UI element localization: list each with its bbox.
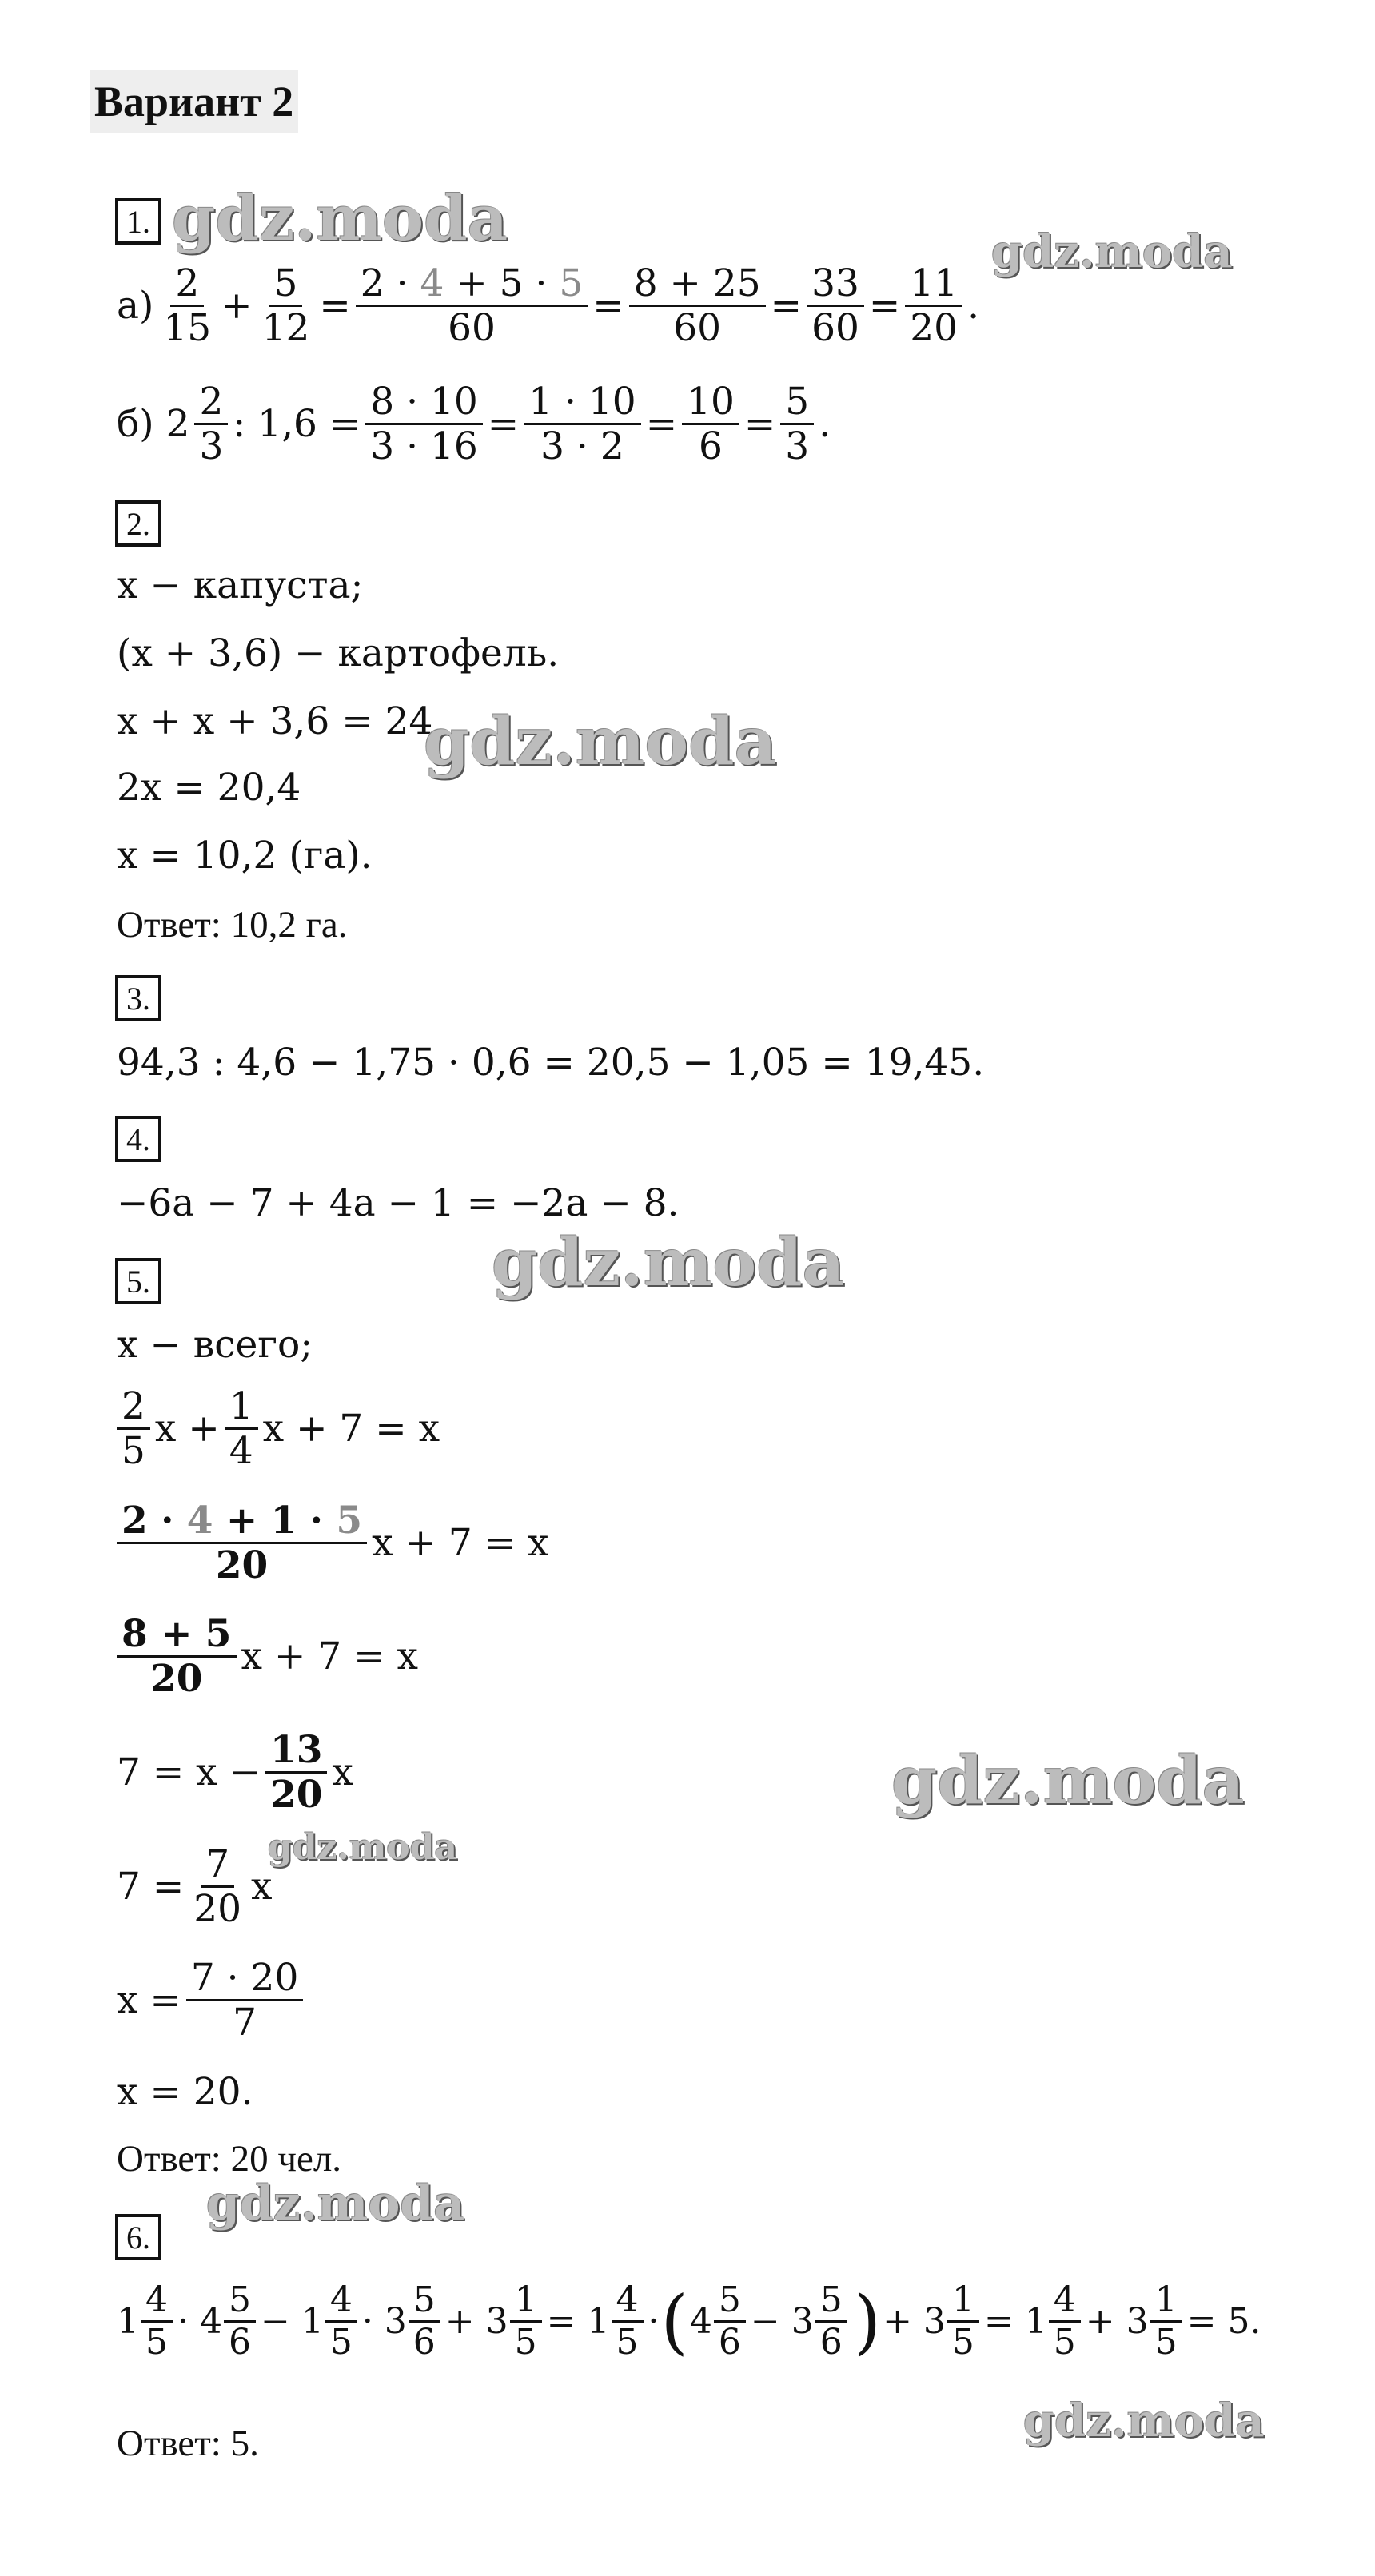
fraction: $\frac{11}{20}$ [905, 264, 962, 348]
task-5-line: $\frac{8 + 5}{20}$ x + 7 = x [117, 1614, 418, 1699]
fraction: $\frac{33}{60}$ [807, 264, 864, 348]
fraction: $\frac{13}{20}$ [265, 1730, 327, 1815]
task-1-b: б) 2 $\frac{2}{3}$ : 1,6 = $\frac{8 \cdot 10}{3 \cdot 16}$ = $\frac{1 \cdot 10}{3 \cdot 2}$ = $\frac{10}{6}$ = $\frac{5}{3}$ . [117, 380, 831, 469]
fraction: $\frac{5}{6}$ [714, 2282, 746, 2361]
task-6-number: 6. [115, 2214, 161, 2260]
task-3-line: 94,3 : 4,6 − 1,75 · 0,6 = 20,5 − 1,05 = 19,45. [117, 1041, 985, 1085]
task-2-line: x − капуста; [117, 563, 364, 607]
watermark: gdz.moda [1023, 2395, 1265, 2447]
label-a: а) [117, 284, 154, 328]
fraction: $\frac{4}{5}$ [612, 2282, 644, 2361]
task-2-line: x = 10,2 (га). [117, 834, 373, 878]
watermark: gdz.moda [172, 182, 508, 255]
task-3-number: 3. [115, 975, 161, 1021]
fraction: $\frac{2}{5}$ [117, 1387, 150, 1471]
fraction: $\frac{2 \cdot 4 + 5 \cdot 5}{60}$ [356, 264, 588, 348]
task-2-line: x + x + 3,6 = 24 [117, 699, 433, 743]
fraction: $\frac{1 \cdot 10}{3 \cdot 2}$ [524, 382, 641, 467]
watermark: gdz.moda [991, 225, 1233, 278]
task-5-line: 7 = $\frac{7}{20}$ x [117, 1842, 273, 1932]
task-2-number: 2. [115, 500, 161, 547]
watermark: gdz.moda [492, 1224, 845, 1301]
task-1-number: 1. [115, 198, 161, 245]
fraction: $\frac{4}{5}$ [1049, 2282, 1081, 2361]
fraction: $\frac{1}{5}$ [1150, 2282, 1182, 2361]
task-4-number: 4. [115, 1116, 161, 1162]
task-6-answer: Ответ: 5. [117, 2423, 259, 2464]
task-5-line: x = $\frac{7 \cdot 20}{7}$ [117, 1958, 308, 2043]
task-5-line: $\frac{2}{5}$ x + $\frac{1}{4}$ x + 7 = x [117, 1387, 440, 1471]
fraction: $\frac{8 + 25}{60}$ [629, 264, 766, 348]
task-2-line: (x + 3,6) − картофель. [117, 631, 560, 675]
fraction: $\frac{4}{5}$ [141, 2282, 173, 2361]
task-2-answer: Ответ: 10,2 га. [117, 904, 348, 946]
fraction: $\frac{1}{5}$ [510, 2282, 542, 2361]
task-1-a: а) $\frac{2}{15}$ + $\frac{5}{12}$ = $\frac{2 \cdot 4 + 5 \cdot 5}{60}$ = $\frac{8 + 25}{60}$ = $\frac{33}{60}$ = $\frac{11}{20}$ . [117, 261, 980, 351]
fraction: $\frac{2}{3}$ [194, 382, 228, 467]
fraction: $\frac{8 \cdot 10}{3 \cdot 16}$ [365, 382, 483, 467]
fraction: $\frac{5}{6}$ [224, 2282, 256, 2361]
watermark: gdz.moda [268, 1827, 458, 1868]
task-5-line: x − всего; [117, 1323, 313, 1367]
fraction: $\frac{5}{3}$ [780, 382, 814, 467]
task-2-line: 2x = 20,4 [117, 766, 301, 810]
fraction: $\frac{4}{5}$ [325, 2282, 357, 2361]
fraction: $\frac{10}{6}$ [682, 382, 739, 467]
fraction: $\frac{2 \cdot 4 + 1 \cdot 5}{20}$ [117, 1501, 367, 1586]
watermark: gdz.moda [891, 1742, 1245, 1819]
watermark: gdz.moda [206, 2176, 465, 2232]
task-5-answer: Ответ: 20 чел. [117, 2138, 342, 2180]
task-5-number: 5. [115, 1258, 161, 1304]
task-5-line: 7 = x − $\frac{13}{20}$ x [117, 1728, 353, 1818]
fraction: $\frac{2}{15}$ [163, 261, 212, 351]
fraction: $\frac{7}{20}$ [193, 1842, 242, 1932]
fraction: $\frac{1}{5}$ [947, 2282, 979, 2361]
fraction: $\frac{5}{12}$ [261, 261, 310, 351]
task-5-line: x = 20. [117, 2070, 253, 2114]
fraction: $\frac{5}{6}$ [409, 2282, 440, 2361]
task-4-line: −6a − 7 + 4a − 1 = −2a − 8. [117, 1181, 680, 1225]
fraction: $\frac{8 + 5}{20}$ [117, 1614, 237, 1699]
task-6-line: 1 $\frac{4}{5}$ · 4 $\frac{5}{6}$ − 1 $\frac{4}{5}$ · 3 $\frac{5}{6}$ + 3 $\frac{1}{5}$ = 1 $\frac{4}{5}$ · ( 4 $\frac{5}{6}$ − 3 $\frac{5}{6}$ ) + 3 $\frac{1}{5}$ = 1 $\frac{4}{5}$ + 3 $\frac{1}{5}$ = 5. [117, 2279, 1261, 2363]
watermark: gdz.moda [424, 703, 777, 780]
page-title: Вариант 2 [90, 70, 298, 133]
fraction: $\frac{7 \cdot 20}{7}$ [186, 1958, 304, 2043]
fraction: $\frac{5}{6}$ [815, 2282, 847, 2361]
task-5-line: $\frac{2 \cdot 4 + 1 \cdot 5}{20}$ x + 7 = x [117, 1501, 549, 1586]
fraction: $\frac{1}{4}$ [225, 1387, 258, 1471]
